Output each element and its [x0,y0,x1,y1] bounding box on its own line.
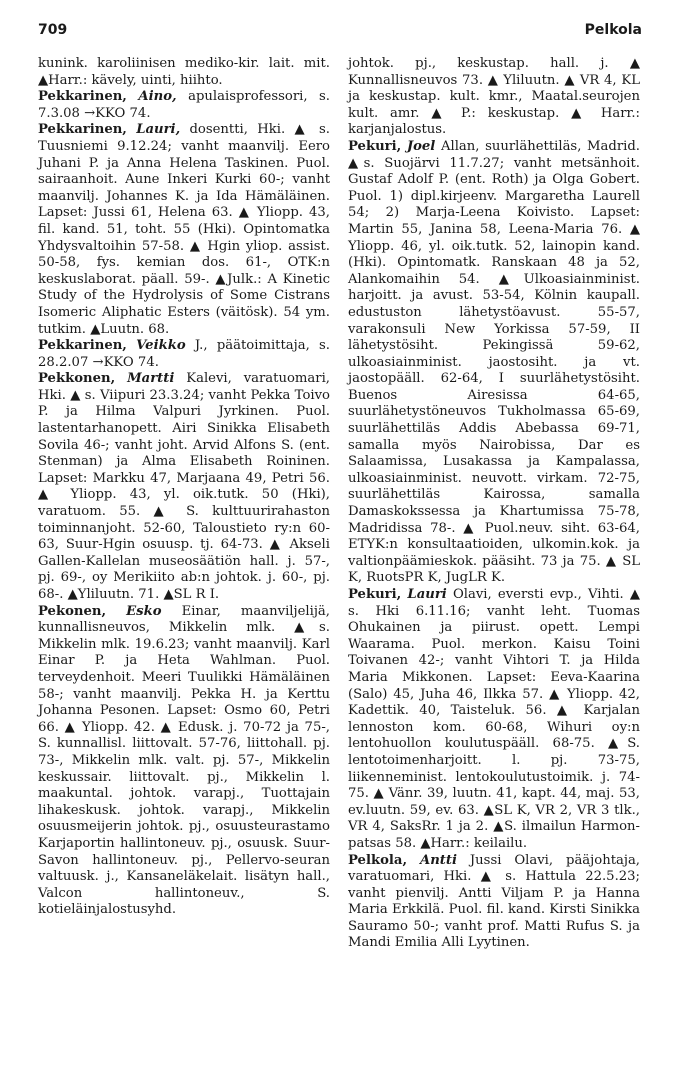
entry-text: apulaisprofessori, s. 7.3.08 →KKO 74. [38,89,330,121]
running-head: Pelkola [584,22,642,38]
entry-text: Einar, maanviljelijä, kunnallisneuvos, Mikkelin mlk. ▲s. Mikkelin mlk. 19.6.23; vanht maanvilj. Karl Einar P. ja Heta Wahlman. Puol. terveydenhoit. Meeri Tuulikki Hämäläinen 58-; vanht maanvilj. Pekka H. ja Kerttu Johanna Pesonen. Lapset: Osmo 60, Petri 66. ▲ Yliopp. 42. ▲ Edusk. j. 70-72 ja 75-, S. kunnallisl. liittovalt. 57-76, liittohall. pj. 73-, Mikkelin mlk. valt. pj. 57-, Mikkelin keskussair. liittovalt. pj., Mikkelin l. maakuntal. johtok. varapj., Tuottajain lihakeskusk. johtok. varapj., Mikkelin osuusmeijerin johtok. pj., osuusteurastamo Karjaportin hallintoneuv. pj., osuusk. Suur-Savon hallintoneuv. pj., Pellervo-seuran valtuusk. j., Kansaneläkelait. lisätyn hall., Valcon hallintoneuv., S. kotieläinjalostusyhd. [38,603,330,918]
entry-given-name: Antti [419,852,457,868]
page-number: 709 [38,22,68,38]
entry-surname: Pekkarinen, [38,89,127,105]
entry-text: J., päätoimittaja, s. 28.2.07 →KKO 74. [38,338,330,370]
entry-text: Olavi, eversti evp., Vihti. ▲ s. Hki 6.11.16; vanht leht. Tuomas Ohukainen ja piirust. opett. Lempi Waarama. Puol. merkon. Kaisu Toini Toivanen 42-; vanht Vihtori T. ja Hilda Maria Mikkonen. Lapset: Eeva-Kaarina (Salo) 45, Juha 46, Ilkka 57. ▲ Yliopp. 42, Kadettik. 40, Taisteluk. 56. ▲ Karjalan lennoston kom. 60-68, Wihuri oy:n lentohuollon koulutuspääll. 68-75. ▲S. lentotoimenharjoitt. l. pj. 73-75, liikenneminist. lentokoulutustoimik. j. 74-75. ▲ Vänr. 39, luutn. 41, kapt. 44, maj. 53, ev.luutn. 59, ev. 63. ▲SL K, VR 2, VR 3 tlk., VR 4, SaksRr. 1 ja 2. ▲S. ilmailun Harmon-patsas 58. ▲Harr.: keilailu. [348,587,640,851]
entry-surname: Pelkola, [348,852,408,868]
entry-text: dosentti, Hki. ▲ s. Tuusniemi 9.12.24; vanht maanvilj. Eero Juhani P. ja Anna Helena Taskinen. Puol. sairaanhoit. Aune Inkeri Kurki 60-; vanht maanvilj. Johannes K. ja Ida Hämäläinen. Lapset: Jussi 61, Helena 63. ▲ Yliopp. 43, fil. kand. 51, toht. 55 (Hki). Opintomatka Yhdysvaltoihin 57-58. ▲ Hgin yliop. assist. 50-58, fys. kemian dos. 61-, OTK:n keskuslaborat. päall. 59-. ▲Julk.: A Kinetic Study of the Hydrolysis of Some Cistrans Isomeric Aliphatic Esters (väitösk). 54 ym. tutkim. ▲Luutn. 68. [38,122,330,337]
entry-given-name: Esko [126,603,162,619]
entry-surname: Pekkarinen, [38,338,127,354]
entry-surname: Pekuri, [348,587,402,602]
entry [38,338,330,371]
entry [348,587,640,853]
entry [38,89,330,122]
entry-given-name: Lauri, [136,122,181,138]
right-column [348,56,640,952]
entry-given-name: Lauri [407,587,447,602]
entry [38,56,330,89]
entry-surname: Pekonen, [38,603,107,619]
entry-surname: Pekkarinen, [38,122,127,138]
entry-text: kunink. karoliinisen mediko-kir. lait. mit. ▲Harr.: kävely, uinti, hiihto. [38,56,330,88]
entry [348,139,640,587]
left-column [38,56,330,919]
entry-given-name: Joel [406,138,436,154]
entry-given-name: Martti [127,371,175,387]
entry [38,604,330,919]
entry-surname: Pekkonen, [38,371,116,387]
entry [348,56,640,139]
entry-text: Kalevi, varatuomari, Hki. ▲ s. Viipuri 23.3.24; vanht Pekka Toivo P. ja Hilma Valpuri Jyrkinen. Puol. lastentarhanopett. Airi Sinikka Elisabeth Sovila 46-; vanht joht. Arvid Alfons S. (ent. Stenman) ja Alma Elisabeth Roininen. Lapset: Markku 47, Marjaana 49, Petri 56. ▲ Yliopp. 43, yl. oik.tutk. 50 (Hki), varatuom. 55. ▲ S. kulttuurirahaston toiminnanjoht. 52-60, Taloustieto ry:n 60-63, Suur-Hgin osuusp. tj. 64-73. ▲ Akseli Gallen-Kallelan museosäätiön hall. j. 57-, pj. 69-, oy Merikiito ab:n johtok. j. 60-, pj. 68-. ▲Yliluutn. 71. ▲SL R I. [38,371,330,602]
entry [38,122,330,338]
entry [38,371,330,603]
entry-surname: Pekuri, [348,138,402,154]
entry-text: Allan, suurlähettiläs, Madrid. ▲s. Suojärvi 11.7.27; vanht metsänhoit. Gustaf Adolf P. (ent. Roth) ja Olga Gobert. Puol. 1) dipl.kirjeenv. Margaretha Laurell 54; 2) Marja-Leena Koivisto. Lapset: Martin 55, Janina 58, Leena-Maria 76. ▲ Yliopp. 46, yl. oik.tutk. 52, lainopin kand. (Hki). Opintomatk. Ranskaan 48 ja 52, Alankomaihin 54. ▲Ulkoasiainminist. harjoitt. ja avust. 53-54, Kölnin kaupall. edustuston lähetystöavust. 55-57, varakonsuli New Yorkissa 57-59, II lähetystösiht. Pekingissä 59-62, ulkoasiainminist. jaostosiht. ja vt. jaostopääll. 62-64, I suurlähetystösiht. Buenos Airesissa 64-65, suurlähetystöneuvos Tukholmassa 65-69, suurlähettiläs Addis Abebassa 69-71, samalla myös Nairobissa, Dar es Salaamissa, Lusakassa ja Kampalassa, ulkoasiainminist. neuvott. virkam. 72-75, suurlähettiläs Kairossa, samalla Damaskokssessa ja Khartumissa 75-78, Madridissa 78-. ▲ Puol.neuv. siht. 63-64, ETYK:n konsultaatioiden, ulkomin.kok. ja valtionpäämieskok. pääsiht. 73 ja 75. ▲ SL K, RuotsPR K, JugLR K. [348,138,640,586]
entry-given-name: Veikko [136,338,186,354]
entry-given-name: Aino, [138,89,177,105]
entry-text: Jussi Olavi, pääjohtaja, varatuomari, Hki. ▲ s. Hattula 22.5.23; vanht pienvilj. Antti Viljam P. ja Hanna Maria Erkkilä. Puol. fil. kand. Kirsti Sinikka Sauramo 50-; vanht prof. Matti Rufus S. ja Mandi Emilia Alli Lyytinen. [348,852,640,951]
entry-text: johtok. pj., keskustap. hall. j. ▲ Kunnallisneuvos 73. ▲ Yliluutn. ▲ VR 4, KL ja keskustap. kult. kmr., Maatal.seurojen kult. amr. ▲ P.: keskustap. ▲ Harr.: karjanjalostus. [348,56,640,138]
entry [348,853,640,953]
